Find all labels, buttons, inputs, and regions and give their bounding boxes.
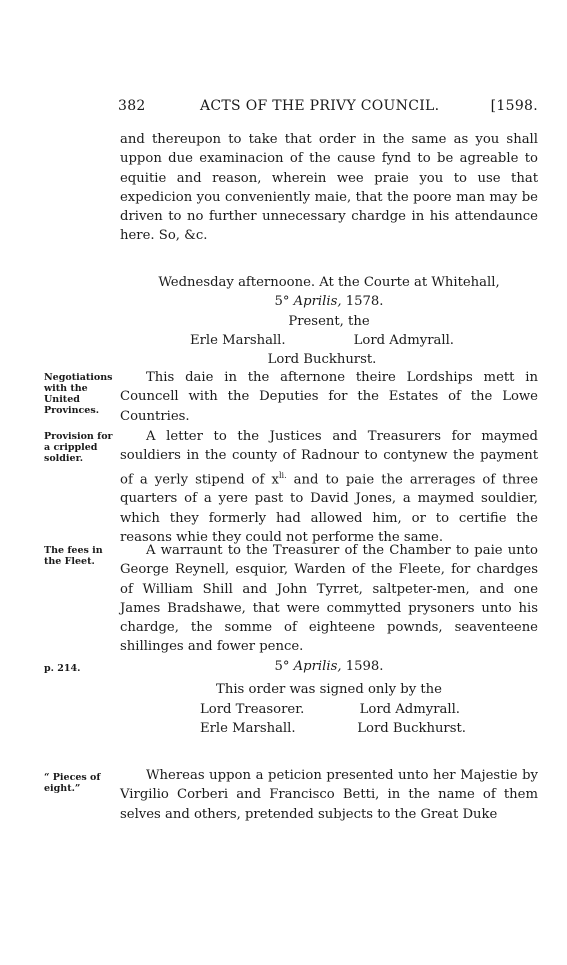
page-number: 382 xyxy=(118,98,146,114)
running-title: ACTS OF THE PRIVY COUNCIL. xyxy=(200,98,440,114)
signatory: Lord Treasorer. xyxy=(200,701,305,717)
margin-note-provision: Provision for a crippled soldier. xyxy=(44,431,113,464)
margin-note-fees: The fees in the Fleet. xyxy=(44,545,103,567)
session-heading-line1: Wednesday afternoone. At the Courte at Whitehall, xyxy=(158,275,500,290)
signed-line: This order was signed only by the xyxy=(216,682,442,698)
present-line: Present, the xyxy=(288,313,370,329)
attendee: Erle Marshall. xyxy=(190,332,286,348)
signatories-row-2 xyxy=(120,719,538,738)
session-heading-afternoon xyxy=(120,273,538,369)
attendees-row-1 xyxy=(120,331,538,350)
attendee: Lord Admyrall. xyxy=(353,332,454,348)
margin-note-pieces-of-eight: “ Pieces of eight.” xyxy=(44,772,101,794)
signatory: Lord Admyrall. xyxy=(359,701,460,717)
entry-fees: A warraunt to the Treasurer of the Chamber to paie unto George Reynell, esquior, Warden of the Fleete, for chardges of William Shill and John Tyrret, saltpeter-men, and one James Bradshawe, that were commytted prysoners unto his chardge, the somme of eighteene pownds, seaventeene shillinges and fower pence. xyxy=(120,543,538,655)
session-heading-second xyxy=(120,657,538,738)
attendee: Lord Buckhurst. xyxy=(267,352,377,368)
margin-note-page-ref: p. 214. xyxy=(44,663,81,674)
opening-paragraph: and thereupon to take that order in the same as you shall uppon due examinacion of the cause fynd to be agreable to equitie and reason, wherein wee praie you to use that expedicion you conveniently maie, that the poore man may be driven to no further unnecessary chardge in his attendaunce here. So, &c. xyxy=(120,132,538,244)
signatory: Erle Marshall. xyxy=(200,720,296,736)
entry-negotiations: This daie in the afternone theire Lordships mett in Councell with the Deputies for the Estates of the Lowe Countries. xyxy=(120,370,538,424)
margin-note-negotiations: Negotiations with the United Provinces. xyxy=(44,372,113,416)
session-date: 5° Aprilis, 1578. xyxy=(274,294,384,310)
signatories-row-1 xyxy=(120,700,538,719)
session-date: 5° Aprilis, 1598. xyxy=(274,659,384,674)
signatory: Lord Buckhurst. xyxy=(357,720,466,736)
entry-provision: A letter to the Justices and Treasurers for maymed souldiers in the county of Radnour to contynew the payment of a yerly stipend of $x^{li.}$ and to paie the arrerages of three quarters of a yere past to David Jones, a maymed souldier, which they formerly had allowed him, or to certifie the reasons whie they could not performe the same. xyxy=(120,429,538,545)
closing-paragraph: Whereas uppon a peticion presented unto her Majestie by Virgilio Corberi and Francisco Betti, in the name of them selves and others, pretended subjects to the Great Duke xyxy=(120,768,538,822)
header-year: [1598. xyxy=(490,98,538,114)
